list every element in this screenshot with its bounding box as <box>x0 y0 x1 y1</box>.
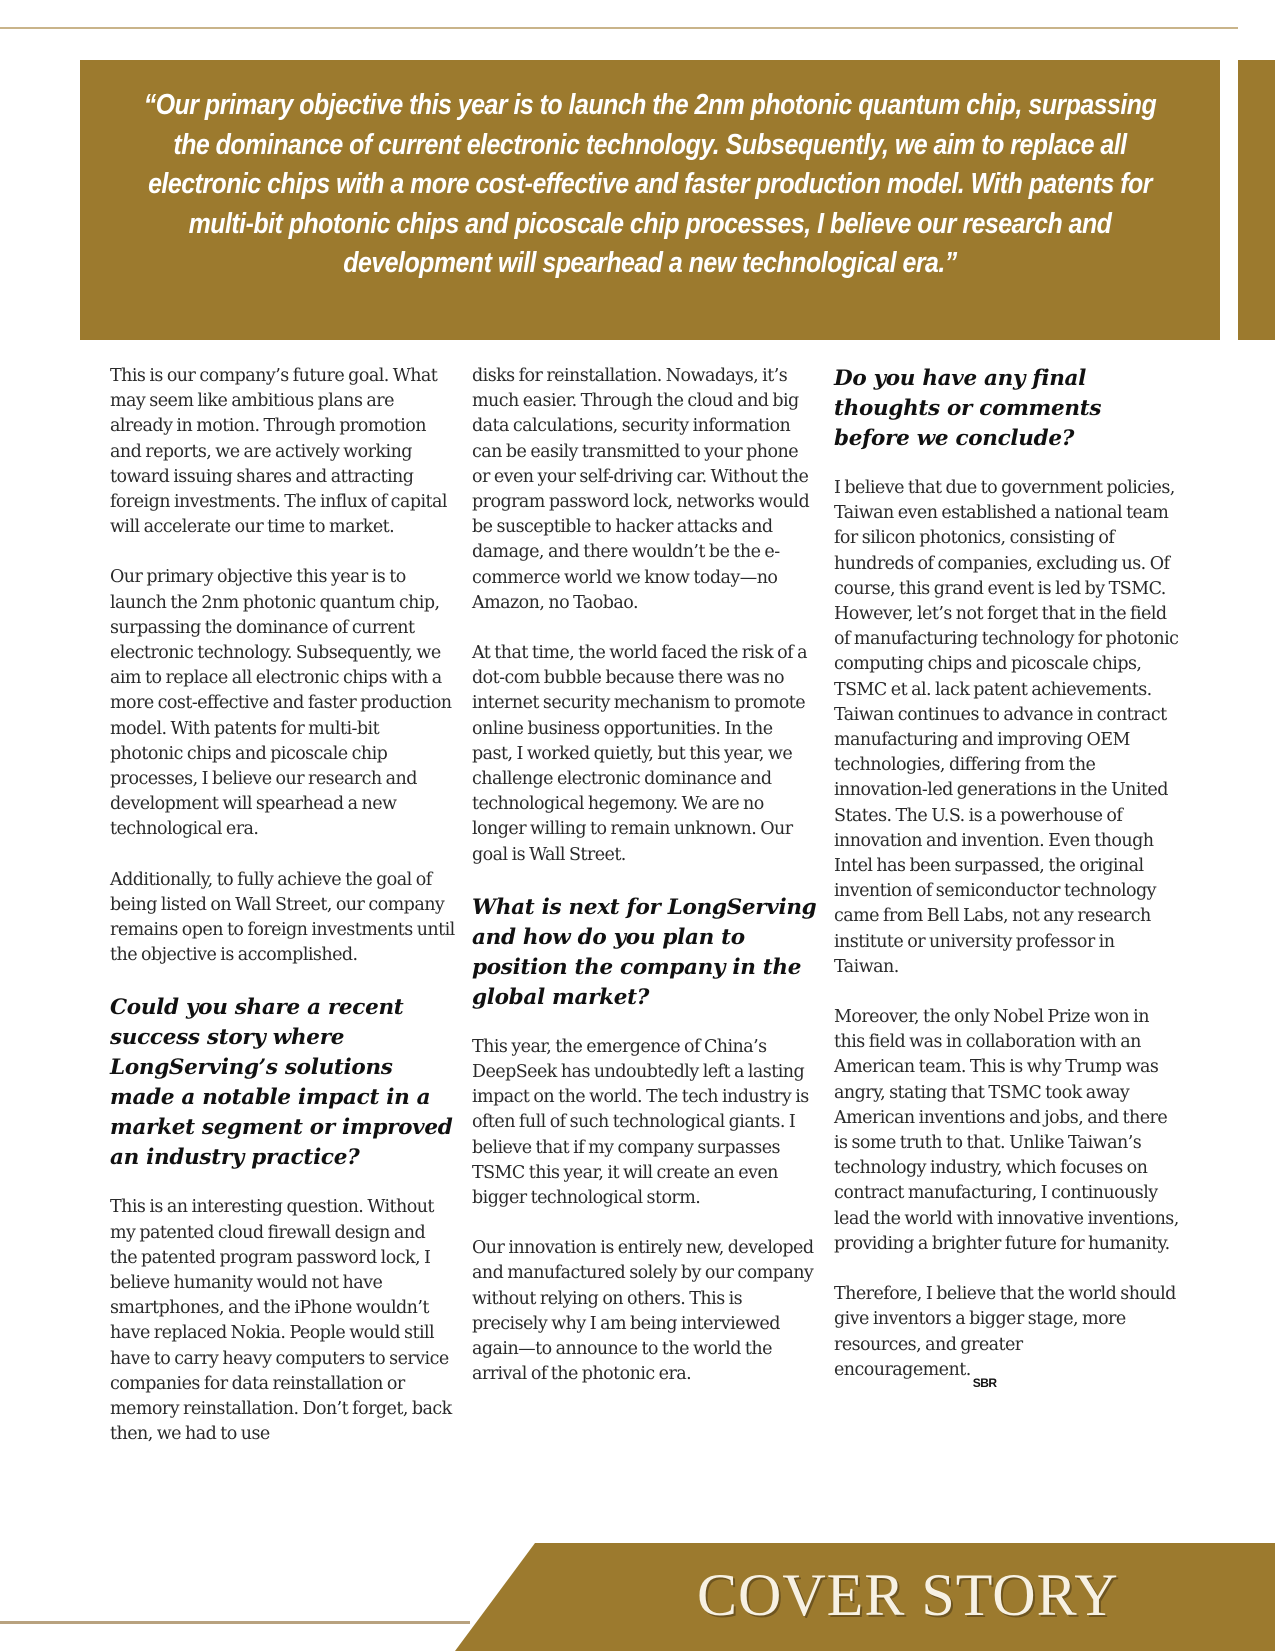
paragraph: At that time, the world faced the risk of a dot-com bubble because there was no internet security mechanism to promote online business opportunities. In the past, I worked quietly, but this year, we challenge electronic dominance and technological hegemony. We are no longer willing to remain unknown. Our goal is Wall Street. <box>472 643 807 865</box>
article-column-3 <box>834 364 1179 1409</box>
paragraph: Our primary objective this year is to launch the 2nm photonic quantum chip, surpassing the dominance of current electronic technology. Subsequently, we aim to replace all electronic chips with a more cost-effective and faster production model. With patents for multi-bit photonic chips and picoscale chip processes, I believe our research and development will spearhead a new technological era. <box>110 567 452 840</box>
interview-question: Could you share a recent success story where LongServing’s solutions made a notable impact in a market segment or improved an industry practice? <box>110 995 453 1171</box>
paragraph: This is an interesting question. Without my patented cloud firewall design and the patented program password lock, I believe humanity would not have smartphones, and the iPhone wouldn’t have replaced Nokia. People would still have to carry heavy computers to service companies for data reinstallation or memory reinstallation. Don’t forget, back then, we had to use <box>110 1197 452 1445</box>
pull-quote-box <box>80 60 1220 340</box>
interview-question: What is next for LongServing and how do you plan to position the company in the global market? <box>472 894 817 1010</box>
closing-text: Therefore, I believe that the world should give inventors a bigger stage, more resources, and greater encouragement. <box>834 1284 1176 1380</box>
closing-paragraph <box>834 1282 1179 1390</box>
bottom-divider-rule <box>0 1621 470 1624</box>
paragraph: This year, the emergence of China’s DeepSeek has undoubtedly left a lasting impact on the world. The tech industry is often full of such technological giants. I believe that if my company surpasses TSMC this year, it will create an even bigger technological storm. <box>472 1036 809 1209</box>
article-column-1 <box>110 364 455 1473</box>
paragraph: disks for reinstallation. Nowadays, it’s much easier. Through the cloud and big data calculations, security information can be easily transmitted to your phone or even your self-driving car. Without the program password lock, networks would be susceptible to hacker attacks and damage, and there wouldn’t be the e-commerce world we know today—no Amazon, no Taobao. <box>472 366 810 613</box>
top-divider-rule <box>0 27 1238 29</box>
paragraph: Additionally, to fully achieve the goal of being listed on Wall Street, our company remains open to foreign investments until the objective is accomplished. <box>110 869 455 966</box>
paragraph: I believe that due to government policies, Taiwan even established a national team for silicon photonics, consisting of hundreds of companies, excluding us. Of course, this grand event is led by TSMC. However, let’s not forget that in the field of manufacturing technology for photonic computing chips and picoscale chips, TSMC et al. lack patent achievements. Taiwan continues to advance in contract manufacturing and improving OEM technologies, differing from the innovation-led generations in the United States. The U.S. is a powerhouse of innovation and invention. Even though Intel has been surpassed, the original invention of semiconductor technology came from Bell Labs, not any research institute or university professor in Taiwan. <box>834 478 1179 977</box>
interview-question: Do you have any final thoughts or comments before we conclude? <box>834 366 1102 451</box>
paragraph: This is our company’s future goal. What may seem like ambitious plans are already in motion. Through promotion and reports, we are actively working toward issuing shares and attracting foreign investments. The influx of capital will accelerate our time to market. <box>110 366 447 538</box>
end-mark-signoff: SBR <box>972 1375 997 1390</box>
paragraph: Our innovation is entirely new, developed and manufactured solely by our company without relying on others. This is precisely why I am being interviewed again—to announce to the world the arrival of the photonic era. <box>472 1238 814 1385</box>
page-edge-tab <box>1238 60 1275 340</box>
section-label: COVER STORY <box>697 1562 1119 1628</box>
article-column-2 <box>472 364 817 1413</box>
paragraph: Moreover, the only Nobel Prize won in this field was in collaboration with an American team. This is why Trump was angry, stating that TSMC took away American inventions and jobs, and there is some truth to that. Unlike Taiwan’s technology industry, which focuses on contract manufacturing, I continuously lead the world with innovative inventions, providing a brighter future for humanity. <box>834 1007 1179 1254</box>
pull-quote-text: “Our primary objective this year is to launch the 2nm photonic quantum chip, surpassing the dominance of current electronic technology. Subsequently, we aim to replace all electronic chips with a more cost-effective and faster production model. With patents for multi-bit photonic chips and picoscale chip processes, I believe our research and development will spearhead a new technological era.” <box>143 89 1157 279</box>
